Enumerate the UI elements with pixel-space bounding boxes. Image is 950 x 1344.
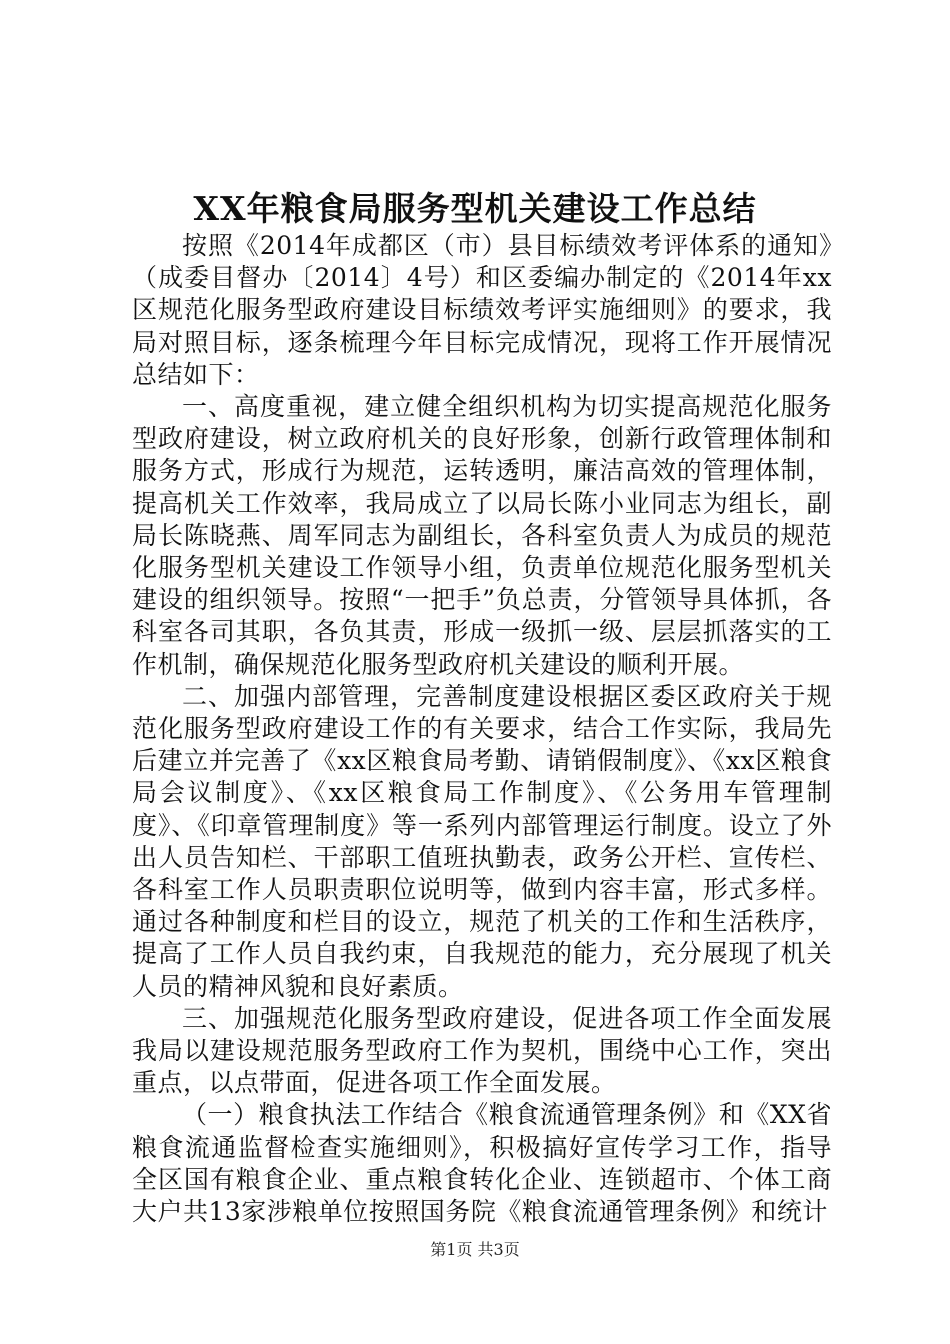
document-title: XX年粮食局服务型机关建设工作总结 xyxy=(193,189,757,228)
document-body xyxy=(132,230,832,1228)
paragraph-subsection-1: （一）粮食执法工作结合《粮食流通管理条例》和《XX省粮食流通监督检查实施细则》，积极搞好宣传学习工作，指导全区国有粮食企业、重点粮食转化企业、连锁超市、个体工商大户共13家涉粮单位按照国务院《粮食流通管理条例》和统计 xyxy=(132,1100,832,1227)
paragraph-section-2: 二、加强内部管理，完善制度建设根据区委区政府关于规范化服务型政府建设工作的有关要求，结合工作实际，我局先后建立并完善了《xx区粮食局考勤、请销假制度》、《xx区粮食局会议制度》、《xx区粮食局工作制度》、《公务用车管理制度》、《印章管理制度》等一系列内部管理运行制度。设立了外出人员告知栏、干部职工值班执勤表，政务公开栏、宣传栏、各科室工作人员职责职位说明等，做到内容丰富，形式多样。通过各种制度和栏目的设立，规范了机关的工作和生活秩序，提高了工作人员自我约束，自我规范的能力，充分展现了机关人员的精神风貌和良好素质。 xyxy=(132,681,832,1001)
page-number-footer: 第1页 共3页 xyxy=(430,1240,520,1259)
paragraph-intro: 按照《2014年成都区（市）县目标绩效考评体系的通知》（成委目督办〔2014〕4号）和区委编办制定的《2014年xx区规范化服务型政府建设目标绩效考评实施细则》的要求，我局对照目标，逐条梳理今年目标完成情况，现将工作开展情况总结如下： xyxy=(132,231,832,389)
paragraph-section-3: 三、加强规范化服务型政府建设，促进各项工作全面发展我局以建设规范服务型政府工作为契机，围绕中心工作，突出重点，以点带面，促进各项工作全面发展。 xyxy=(132,1003,832,1098)
paragraph-section-1: 一、高度重视，建立健全组织机构为切实提高规范化服务型政府建设，树立政府机关的良好形象，创新行政管理体制和服务方式，形成行为规范，运转透明，廉洁高效的管理体制，提高机关工作效率，我局成立了以局长陈小业同志为组长，副局长陈晓燕、周军同志为副组长，各科室负责人为成员的规范化服务型机关建设工作领导小组，负责单位规范化服务型机关建设的组织领导。按照“一把手”负总责，分管领导具体抓，各科室各司其职，各负其责，形成一级抓一级、层层抓落实的工作机制，确保规范化服务型政府机关建设的顺利开展。 xyxy=(132,392,832,679)
